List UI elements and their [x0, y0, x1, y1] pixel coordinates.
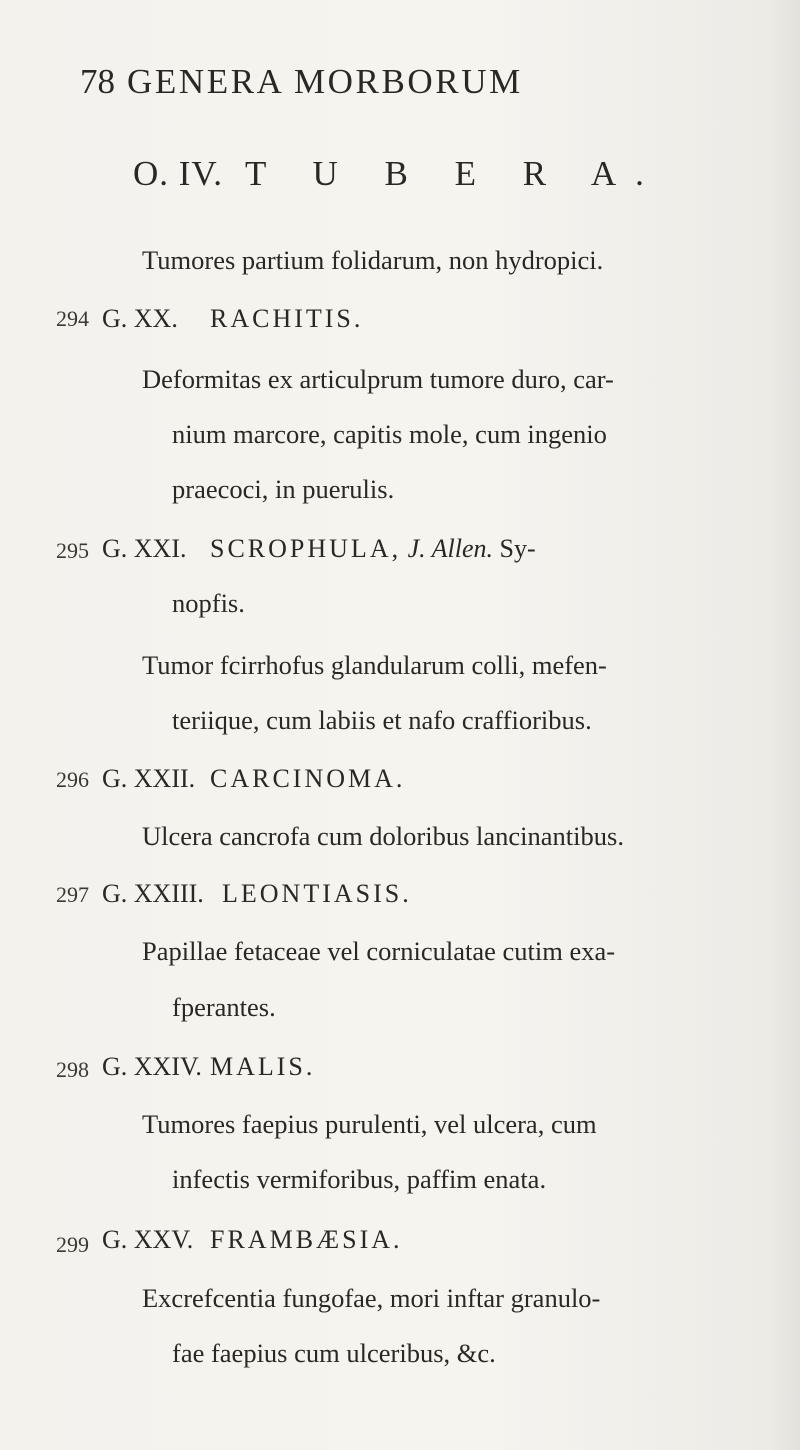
genus-number: G. XXV.	[102, 1225, 194, 1254]
description-line: infectis vermiforibus, paffim enata.	[172, 1164, 547, 1194]
description-line: Deformitas ex articulprum tumore duro, car-	[142, 364, 614, 394]
margin-number: 296	[56, 767, 89, 792]
genus-number: G. XXII.	[102, 764, 196, 793]
genus-heading	[102, 879, 412, 909]
margin-number: 298	[56, 1057, 89, 1082]
genus-name: RACHITIS.	[210, 304, 364, 333]
description-line: Tumores faepius purulenti, vel ulcera, cum	[142, 1109, 597, 1139]
margin-number: 299	[56, 1232, 89, 1257]
genus-heading	[102, 534, 536, 564]
margin-number: 297	[56, 882, 89, 907]
genus-number: G. XXIV.	[102, 1052, 202, 1081]
genus-name: SCROPHULA,	[210, 534, 402, 563]
genus-heading	[102, 304, 363, 334]
genus-name: MALIS.	[210, 1052, 316, 1081]
genus-name: CARCINOMA.	[210, 764, 406, 793]
margin-number: 295	[56, 538, 89, 563]
synonym-start: Sy-	[499, 534, 536, 563]
description-line: teriique, cum labiis et nafo craffioribus.	[172, 705, 592, 735]
genus-heading	[102, 1225, 403, 1255]
description-line: Tumor fcirrhofus glandularum colli, mefen-	[142, 650, 607, 680]
running-title: GENERA MORBORUM	[127, 62, 523, 101]
order-name: T U B E R A.	[244, 154, 663, 193]
genus-heading	[102, 1052, 315, 1082]
order-label: O. IV.	[133, 154, 223, 193]
description-line: Excrefcentia fungofae, mori inftar granulo-	[142, 1283, 601, 1313]
description-line: fae faepius cum ulceribus, &c.	[172, 1338, 496, 1368]
order-definition: Tumores partium folidarum, non hydropici.	[142, 245, 604, 275]
description-line: fperantes.	[172, 992, 276, 1022]
genus-number: G. XXI.	[102, 534, 187, 563]
synonym-end: nopfis.	[172, 588, 245, 618]
page-number: 78	[80, 62, 115, 101]
description-line: praecoci, in puerulis.	[172, 474, 395, 504]
genus-number: G. XXIII.	[102, 879, 204, 908]
genus-name: LEONTIASIS.	[222, 879, 412, 908]
genus-author: J. Allen.	[407, 534, 494, 563]
order-heading	[133, 154, 663, 194]
genus-number: G. XX.	[102, 304, 178, 333]
description-line: Ulcera cancrofa cum doloribus lancinantibus.	[142, 821, 624, 851]
description-line: nium marcore, capitis mole, cum ingenio	[172, 419, 607, 449]
description-line: Papillae fetaceae vel corniculatae cutim exa-	[142, 936, 616, 966]
genus-name: FRAMBÆSIA.	[210, 1225, 403, 1254]
margin-number: 294	[56, 306, 89, 331]
genus-heading	[102, 764, 405, 794]
running-head	[80, 62, 523, 102]
